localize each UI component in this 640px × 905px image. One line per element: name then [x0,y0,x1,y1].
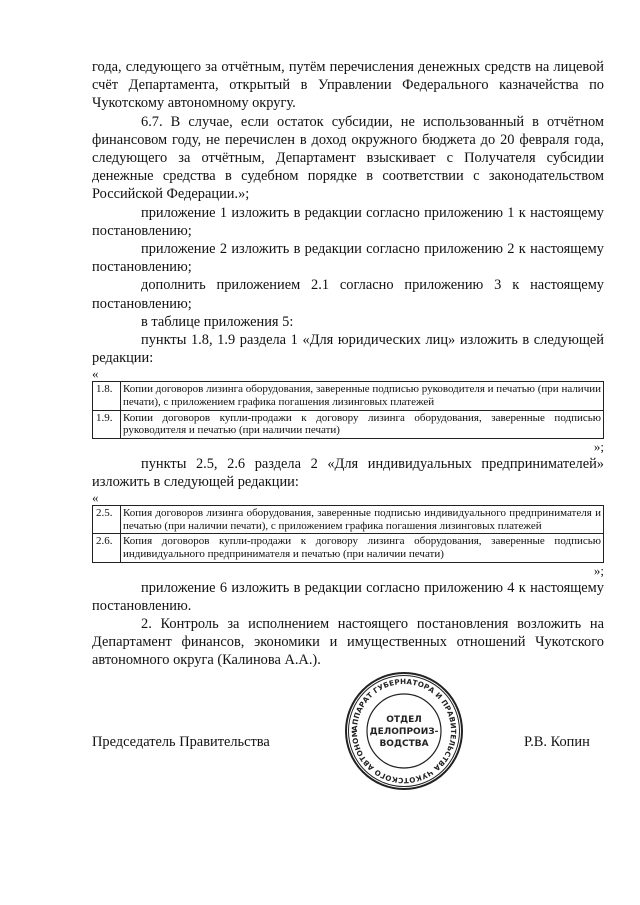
row-text: Копия договоров лизинга оборудования, заверенные подписью индивидуального предпринимателя и печатью (при наличии печати), с приложением графика погашения лизинговых платежей [121,506,604,534]
row-text: Копии договоров лизинга оборудования, заверенные подписью руководителя и печатью (при наличии печати), с приложением графика погашения лизинговых платежей [121,382,604,410]
official-stamp [343,670,465,792]
stamp-line-1: ОТДЕЛ [386,715,422,725]
paragraph-items-2-5-2-6: пункты 2.5, 2.6 раздела 2 «Для индивидуальных предпринимателей» изложить в следующей редакции: [92,455,604,491]
quote-open-1: « [92,366,99,382]
paragraph-control: 2. Контроль за исполнением настоящего постановления возложить на Департамент финансов, экономики и имущественных отношений Чукотского автономного округа (Калинова А.А.). [92,616,604,669]
stamp-ring-text: АППАРАТ ГУБЕРНАТОРА И ПРАВИТЕЛЬСТВА ЧУКОТСКОГО АВТОНОМ [349,676,459,786]
row-text: Копии договоров купли-продажи к договору лизинга оборудования, заверенные подписью руководителя и печатью (при наличии печати) [121,410,604,438]
document-body [92,58,604,670]
table-row [93,410,604,438]
row-text: Копия договоров купли-продажи к договору лизинга оборудования, заверенные подписью индивидуального предпринимателя и печатью (при наличии печати) [121,534,604,562]
paragraph-appendix-2: приложение 2 изложить в редакции согласно приложению 2 к настоящему постановлению; [92,241,604,276]
table-row [93,382,604,410]
row-number: 1.9. [93,410,121,438]
paragraph-items-1-8-1-9: пункты 1.8, 1.9 раздела 1 «Для юридических лиц» изложить в следующей редакции: [92,332,604,367]
paragraph-table-appendix-5: в таблице приложения 5: [141,313,294,330]
table-row [93,534,604,562]
stamp-icon [343,670,465,792]
paragraph-continuation: года, следующего за отчётным, путём перечисления денежных средств на лицевой счёт Департамента, открытый в Управлении Федерального казначейства по Чукотскому автономному округу. [92,59,604,112]
paragraph-appendix-2-1: дополнить приложением 2.1 согласно приложению 3 к настоящему постановлению; [92,277,604,312]
paragraph-6-7: 6.7. В случае, если остаток субсидии, не использованный в отчётном финансовом году, не перечислен в доход окружного бюджета до 20 февраля года, следующего за отчётным, Департамент взыскивает с Получателя субсидии денежные средства в судебном порядке в соответствии с законодательством Российской Федерации.»; [92,113,604,203]
table-row [93,506,604,534]
signature-position: Председатель Правительства [92,734,270,750]
paragraph-appendix-6: приложение 6 изложить в редакции согласно приложению 4 к настоящему постановлению. [92,579,604,614]
stamp-line-3: ВОДСТВА [379,739,429,749]
signature-name: Р.В. Копин [524,734,590,750]
table-legal-entities [92,381,604,438]
row-number: 2.5. [93,506,121,534]
quote-close-2: »; [593,562,604,578]
row-number: 1.8. [93,382,121,410]
quote-open-2: « [92,490,99,506]
table-entrepreneurs [92,505,604,562]
row-number: 2.6. [93,534,121,562]
stamp-line-2: ДЕЛОПРОИЗ- [369,727,439,737]
paragraph-appendix-1: приложение 1 изложить в редакции согласно приложению 1 к настоящему постановлению; [92,204,604,239]
quote-close-1: »; [593,438,604,454]
